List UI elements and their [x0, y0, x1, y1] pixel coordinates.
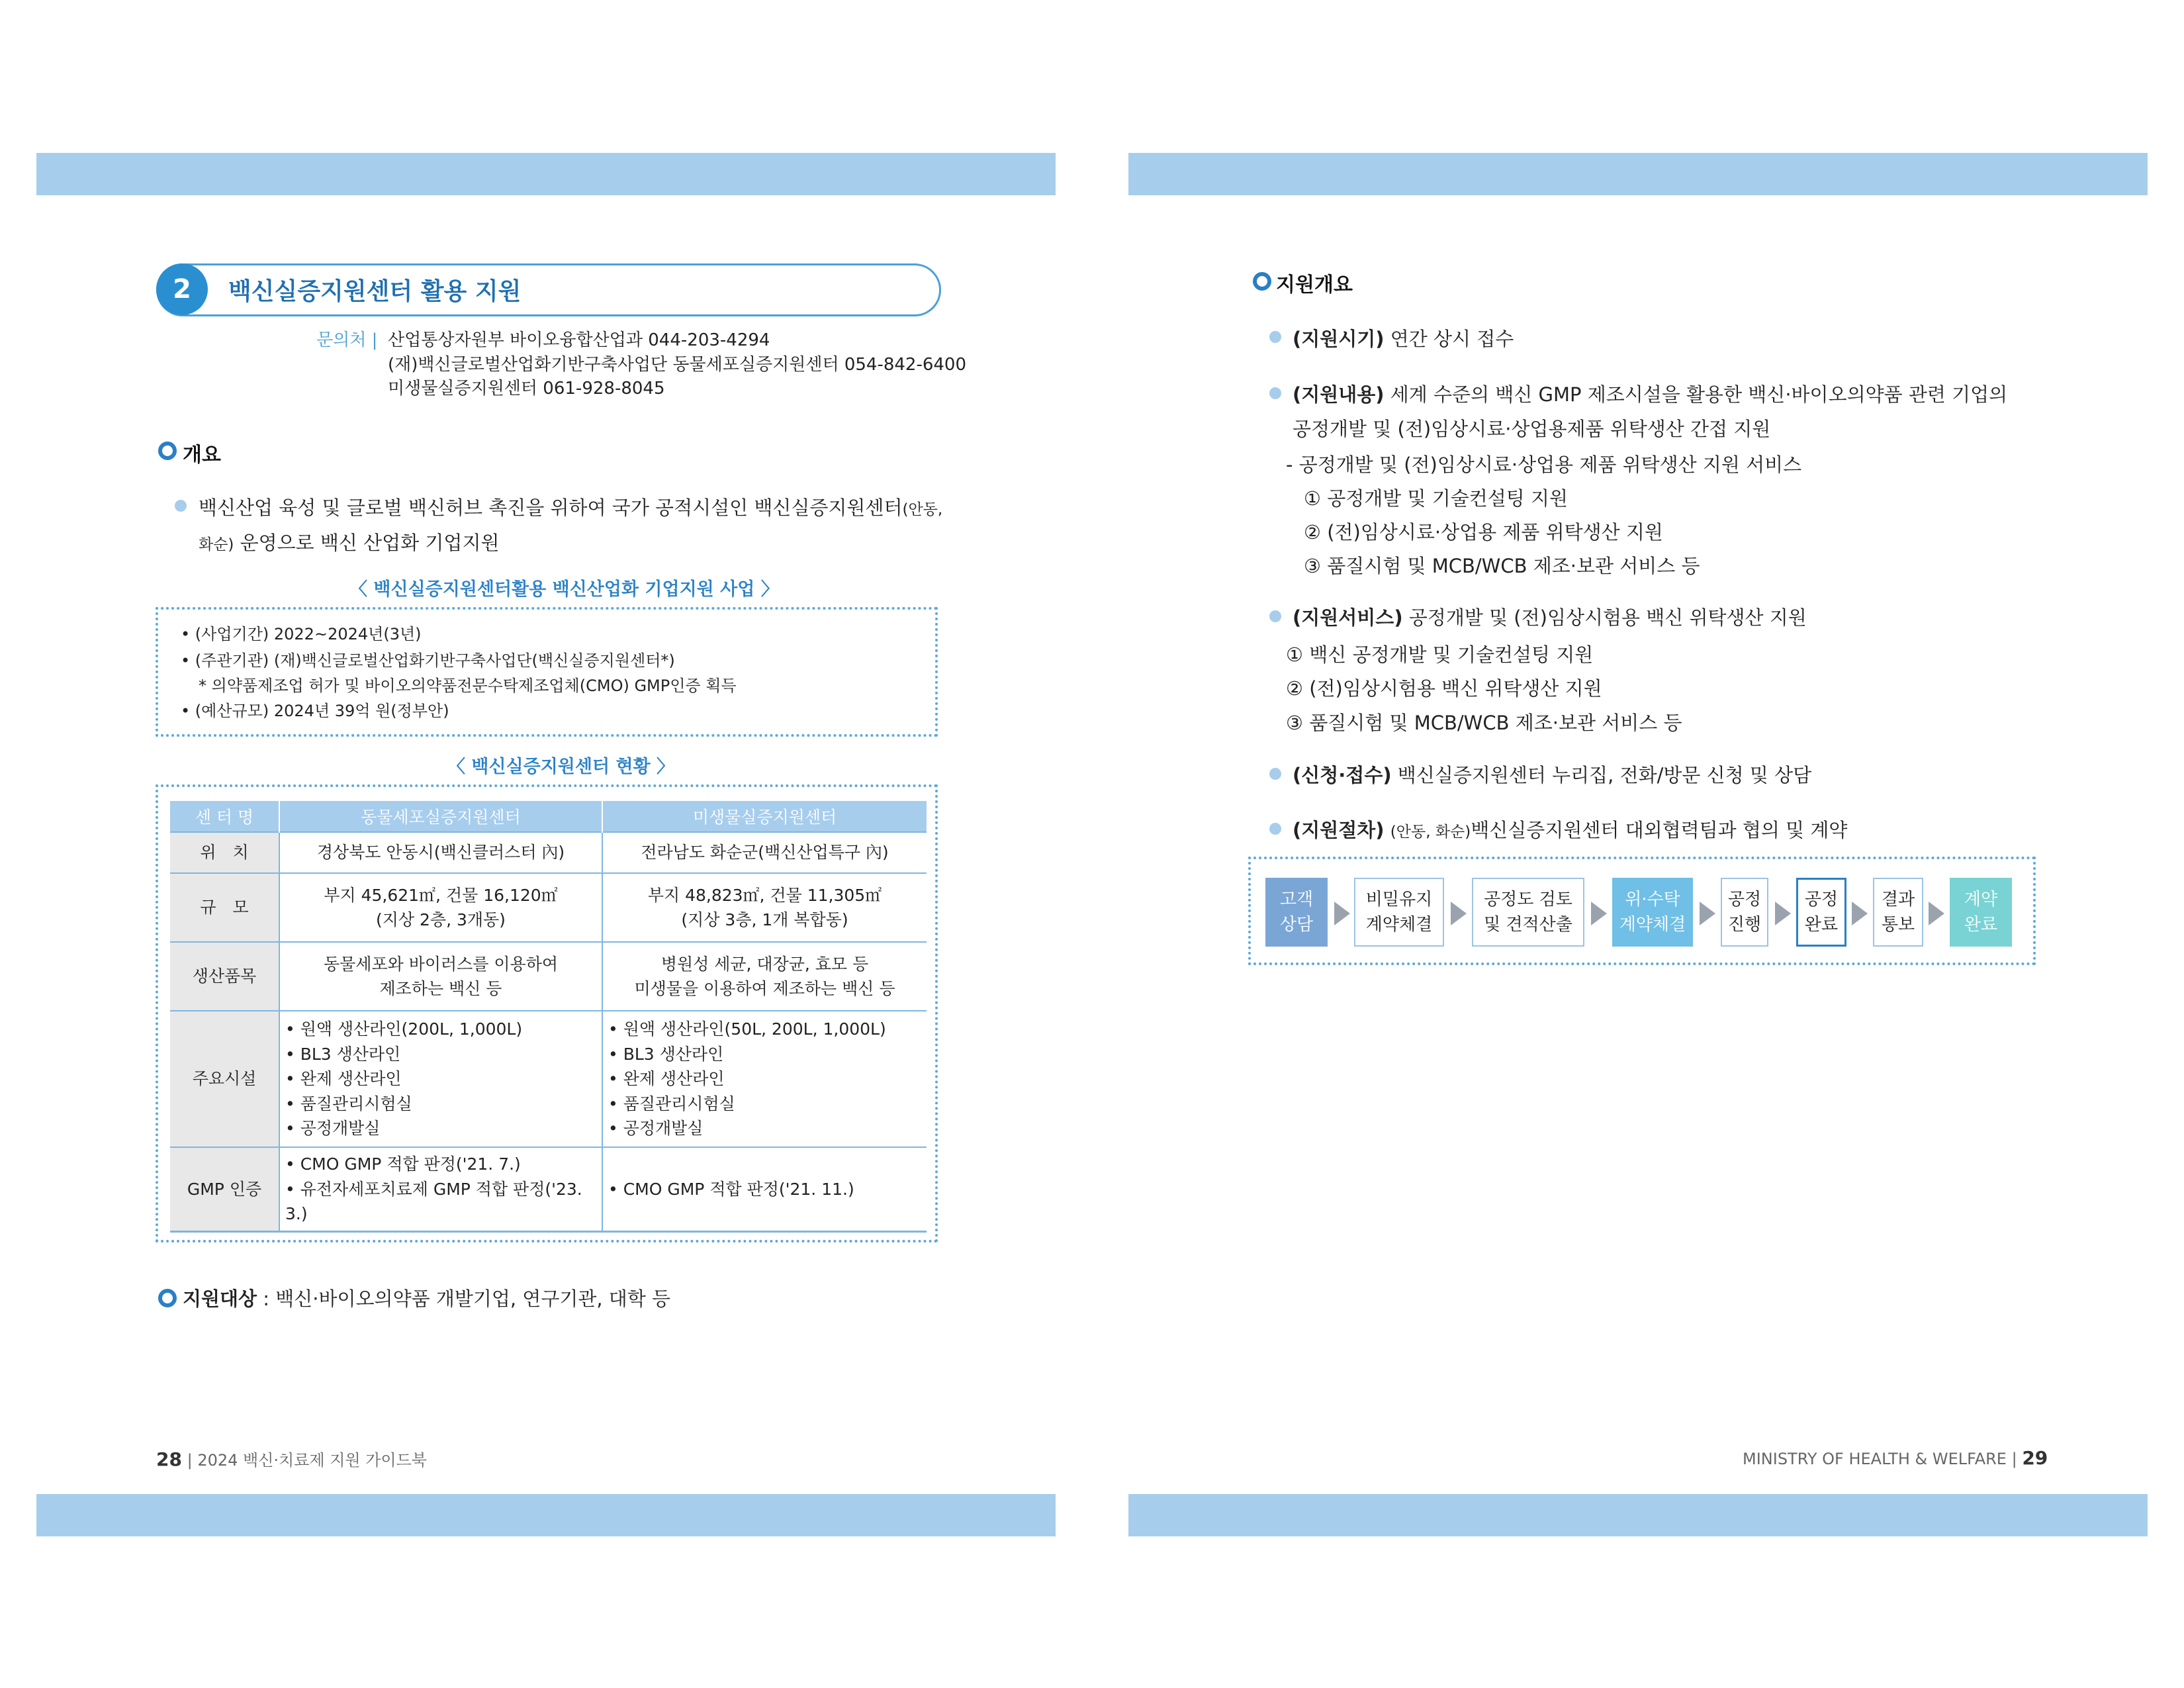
support-content-cont: 공정개발 및 (전)임상시료·상업용제품 위탁생산 간접 지원	[1293, 418, 1771, 440]
support-content-item: ② (전)임상시료·상업용 제품 위탁생산 지원	[1304, 521, 1663, 543]
support-item-label: (지원서비스)	[1293, 606, 1403, 629]
table-row	[170, 832, 927, 873]
bottom-band-right	[1128, 1494, 2148, 1536]
support-item-text: 백신실증지원센터 누리집, 전화/방문 신청 및 상담	[1391, 764, 1812, 786]
flow-arrow-icon	[1852, 902, 1868, 925]
contact-line: (재)백신글로벌산업화기반구축사업단 동물세포실증지원센터 054-842-6400	[388, 355, 967, 375]
table-cell: 경상북도 안동시(백신클러스터 內)	[279, 832, 602, 873]
facility-item: • 품질관리시험실	[285, 1092, 596, 1117]
flow-step	[1354, 878, 1444, 947]
flow-arrow-icon	[1775, 902, 1791, 925]
contact-label: 문의처 |	[316, 330, 378, 350]
overview-line-1	[199, 493, 942, 520]
table-cell	[602, 1011, 927, 1147]
row-header: 주요시설	[170, 1011, 279, 1147]
table-row	[170, 1147, 927, 1231]
service-item: ② (전)임상시험용 백신 위탁생산 지원	[1286, 677, 1602, 700]
flow-step-line: 및 견적산출	[1484, 915, 1572, 935]
cell-line: 병원성 세균, 대장균, 효모 등	[660, 954, 869, 974]
table-cell	[602, 1147, 927, 1231]
table-cell	[279, 1011, 602, 1147]
flow-arrow-icon	[1591, 902, 1607, 925]
facility-item: • BL3 생산라인	[285, 1042, 596, 1067]
flow-step-line: 위·수탁	[1625, 890, 1680, 910]
support-item-label: (지원시기)	[1293, 328, 1385, 350]
page-number: 29	[2022, 1447, 2048, 1469]
flow-step-line: 계약	[1964, 890, 1998, 910]
flow-step-line: 통보	[1881, 915, 1915, 935]
flow-step-line: 상담	[1279, 915, 1314, 935]
facility-item: • 품질관리시험실	[608, 1092, 921, 1117]
service-item: ③ 품질시험 및 MCB/WCB 제조·보관 서비스 등	[1286, 712, 1682, 734]
table-row	[170, 942, 927, 1011]
support-content-sub: - 공정개발 및 (전)임상시료·상업용 제품 위탁생산 지원 서비스	[1286, 453, 1802, 476]
footer-left	[156, 1447, 427, 1470]
support-content-item: ① 공정개발 및 기술컨설팅 지원	[1304, 487, 1569, 510]
program-info-line: • (주관기관) (재)백신글로벌산업화기반구축사업단(백신실증지원센터*)	[181, 651, 675, 670]
flow-step-line: 공정	[1727, 890, 1762, 910]
flow-step-line: 완료	[1804, 915, 1839, 935]
table-cell: 전라남도 화순군(백신산업특구 內)	[602, 832, 927, 873]
section-bullet-icon	[158, 442, 177, 460]
support-overview-heading: 지원개요	[1276, 273, 1353, 297]
target-line	[183, 1284, 670, 1311]
bullet-dot-icon	[1269, 331, 1281, 343]
flow-step-line: 결과	[1881, 890, 1915, 910]
support-item	[1293, 761, 1811, 788]
table-cell	[279, 1147, 602, 1231]
support-item-text: 공정개발 및 (전)임상시험용 백신 위탁생산 지원	[1402, 606, 1807, 629]
overview-line-2	[199, 528, 499, 555]
support-item-text: 연간 상시 접수	[1384, 328, 1514, 350]
support-item-label: (신청·접수)	[1293, 764, 1392, 786]
facility-item: • 공정개발실	[608, 1116, 921, 1141]
section-bullet-icon	[158, 1289, 177, 1307]
gmp-item: • CMO GMP 적합 판정('21. 7.)	[285, 1152, 596, 1177]
section-bullet-icon	[1253, 272, 1271, 291]
program-info-line: • (예산규모) 2024년 39억 원(정부안)	[181, 702, 449, 720]
cell-line: 부지 48,823㎡, 건물 11,305㎡	[647, 885, 882, 905]
program-info-line: * 의약품제조업 허가 및 바이오의약품전문수탁제조업체(CMO) GMP인증 획득	[199, 677, 737, 695]
row-header: 생산품목	[170, 942, 279, 1011]
service-item: ① 백신 공정개발 및 기술컨설팅 지원	[1286, 643, 1594, 666]
cell-line: 미생물을 이용하여 제조하는 백신 등	[634, 979, 895, 998]
top-band-left	[36, 153, 1056, 195]
cell-line: 동물세포와 바이러스를 이용하여	[324, 954, 558, 974]
procedure-location-note: (안동, 화순)	[1390, 823, 1471, 841]
contact-line: 미생물실증지원센터 061-928-8045	[388, 379, 665, 399]
footer-title: 2024 백신·치료제 지원 가이드북	[197, 1451, 427, 1470]
flow-step-line: 고객	[1279, 890, 1314, 910]
bottom-band-left	[36, 1494, 1056, 1536]
table-cell	[602, 942, 927, 1011]
table-header-row	[170, 801, 927, 832]
table-cell	[602, 873, 927, 942]
program-info-line: • (사업기간) 2022~2024년(3년)	[181, 625, 422, 643]
footer-divider: |	[2011, 1450, 2023, 1468]
section-number: 2	[156, 263, 208, 315]
support-item	[1293, 816, 1847, 843]
cell-line: 부지 45,621㎡, 건물 16,120㎡	[324, 885, 558, 905]
section-title: 백신실증지원센터 활용 지원	[228, 278, 522, 305]
bullet-dot-icon	[1269, 823, 1281, 835]
footer-right	[1743, 1447, 2048, 1469]
flow-step	[1472, 878, 1584, 947]
overview-text: 백신산업 육성 및 글로벌 백신허브 촉진을 위하여 국가 공적시설인 백신실증지원센터	[199, 496, 903, 519]
bullet-dot-icon	[175, 500, 187, 512]
flow-step-line: 완료	[1964, 915, 1998, 935]
table-header: 미생물실증지원센터	[602, 801, 927, 832]
flow-step	[1873, 878, 1923, 947]
facility-item: • 완제 생산라인	[285, 1066, 596, 1092]
cell-line: 제조하는 백신 등	[379, 979, 502, 998]
top-band-right	[1128, 153, 2148, 195]
table-row	[170, 873, 927, 942]
flow-arrow-icon	[1700, 902, 1715, 925]
page-number: 28	[156, 1448, 182, 1470]
flow-step	[1796, 878, 1846, 947]
flow-step-line: 공정도 검토	[1484, 890, 1572, 910]
program-caption: 〈 백신실증지원센터활용 백신산업화 기업지원 사업 〉	[349, 579, 779, 600]
cell-line: (지상 2층, 3개동)	[376, 910, 506, 929]
facility-item: • 완제 생산라인	[608, 1066, 921, 1092]
bullet-dot-icon	[1269, 768, 1281, 780]
overview-text: 운영으로 백신 산업화 기업지원	[234, 532, 500, 554]
flow-step	[1950, 878, 2012, 947]
target-text: : 백신·바이오의약품 개발기업, 연구기관, 대학 등	[257, 1288, 671, 1310]
support-item-text: 세계 수준의 백신 GMP 제조시설을 활용한 백신·바이오의약품 관련 기업의	[1384, 383, 2008, 406]
support-item-text: 백신실증지원센터 대외협력팀과 협의 및 계약	[1471, 819, 1848, 841]
support-content-item: ③ 품질시험 및 MCB/WCB 제조·보관 서비스 등	[1304, 555, 1700, 577]
support-item-label: (지원내용)	[1293, 383, 1385, 406]
flow-arrow-icon	[1929, 902, 1944, 925]
target-heading: 지원대상	[183, 1288, 257, 1310]
flow-step-line: 진행	[1727, 915, 1762, 935]
overview-location-note: (안동,	[902, 501, 943, 518]
bullet-dot-icon	[1269, 387, 1281, 399]
support-item	[1293, 324, 1514, 352]
support-item-label: (지원절차)	[1293, 819, 1385, 841]
centers-table	[170, 801, 927, 1233]
row-header: 규 모	[170, 873, 279, 942]
flow-step	[1265, 878, 1328, 947]
footer-divider: |	[187, 1451, 198, 1470]
centers-caption: 〈 백신실증지원센터 현황 〉	[447, 757, 675, 777]
flow-step-line: 공정	[1804, 890, 1839, 910]
gmp-item: • CMO GMP 적합 판정('21. 11.)	[608, 1177, 921, 1202]
table-header: 센 터 명	[170, 801, 279, 832]
row-header: GMP 인증	[170, 1147, 279, 1231]
flow-step-line: 계약체결	[1365, 915, 1433, 935]
flow-step	[1612, 878, 1693, 947]
table-row	[170, 1011, 927, 1147]
support-item	[1293, 603, 1807, 630]
flow-step	[1721, 878, 1768, 947]
bullet-dot-icon	[1269, 610, 1281, 622]
row-header: 위 치	[170, 832, 279, 873]
flow-step-line: 계약체결	[1619, 915, 1686, 935]
flow-arrow-icon	[1451, 902, 1467, 925]
facility-item: • 공정개발실	[285, 1116, 596, 1141]
table-cell	[279, 873, 602, 942]
contact-line: 산업통상자원부 바이오융합산업과 044-203-4294	[388, 330, 770, 350]
overview-heading: 개요	[183, 444, 221, 467]
facility-item: • 원액 생산라인(50L, 200L, 1,000L)	[608, 1017, 921, 1042]
facility-item: • 원액 생산라인(200L, 1,000L)	[285, 1017, 596, 1042]
cell-line: (지상 3층, 1개 복합동)	[681, 910, 848, 929]
flow-arrow-icon	[1334, 902, 1350, 925]
support-item	[1293, 380, 2007, 407]
gmp-item: • 유전자세포치료제 GMP 적합 판정('23. 3.)	[285, 1177, 596, 1227]
facility-item: • BL3 생산라인	[608, 1042, 921, 1067]
table-cell	[279, 942, 602, 1011]
overview-location-note: 화순)	[199, 536, 234, 553]
flow-step-line: 비밀유지	[1365, 890, 1433, 910]
footer-ministry: MINISTRY OF HEALTH & WELFARE	[1743, 1450, 2007, 1468]
table-header: 동물세포실증지원센터	[279, 801, 602, 832]
